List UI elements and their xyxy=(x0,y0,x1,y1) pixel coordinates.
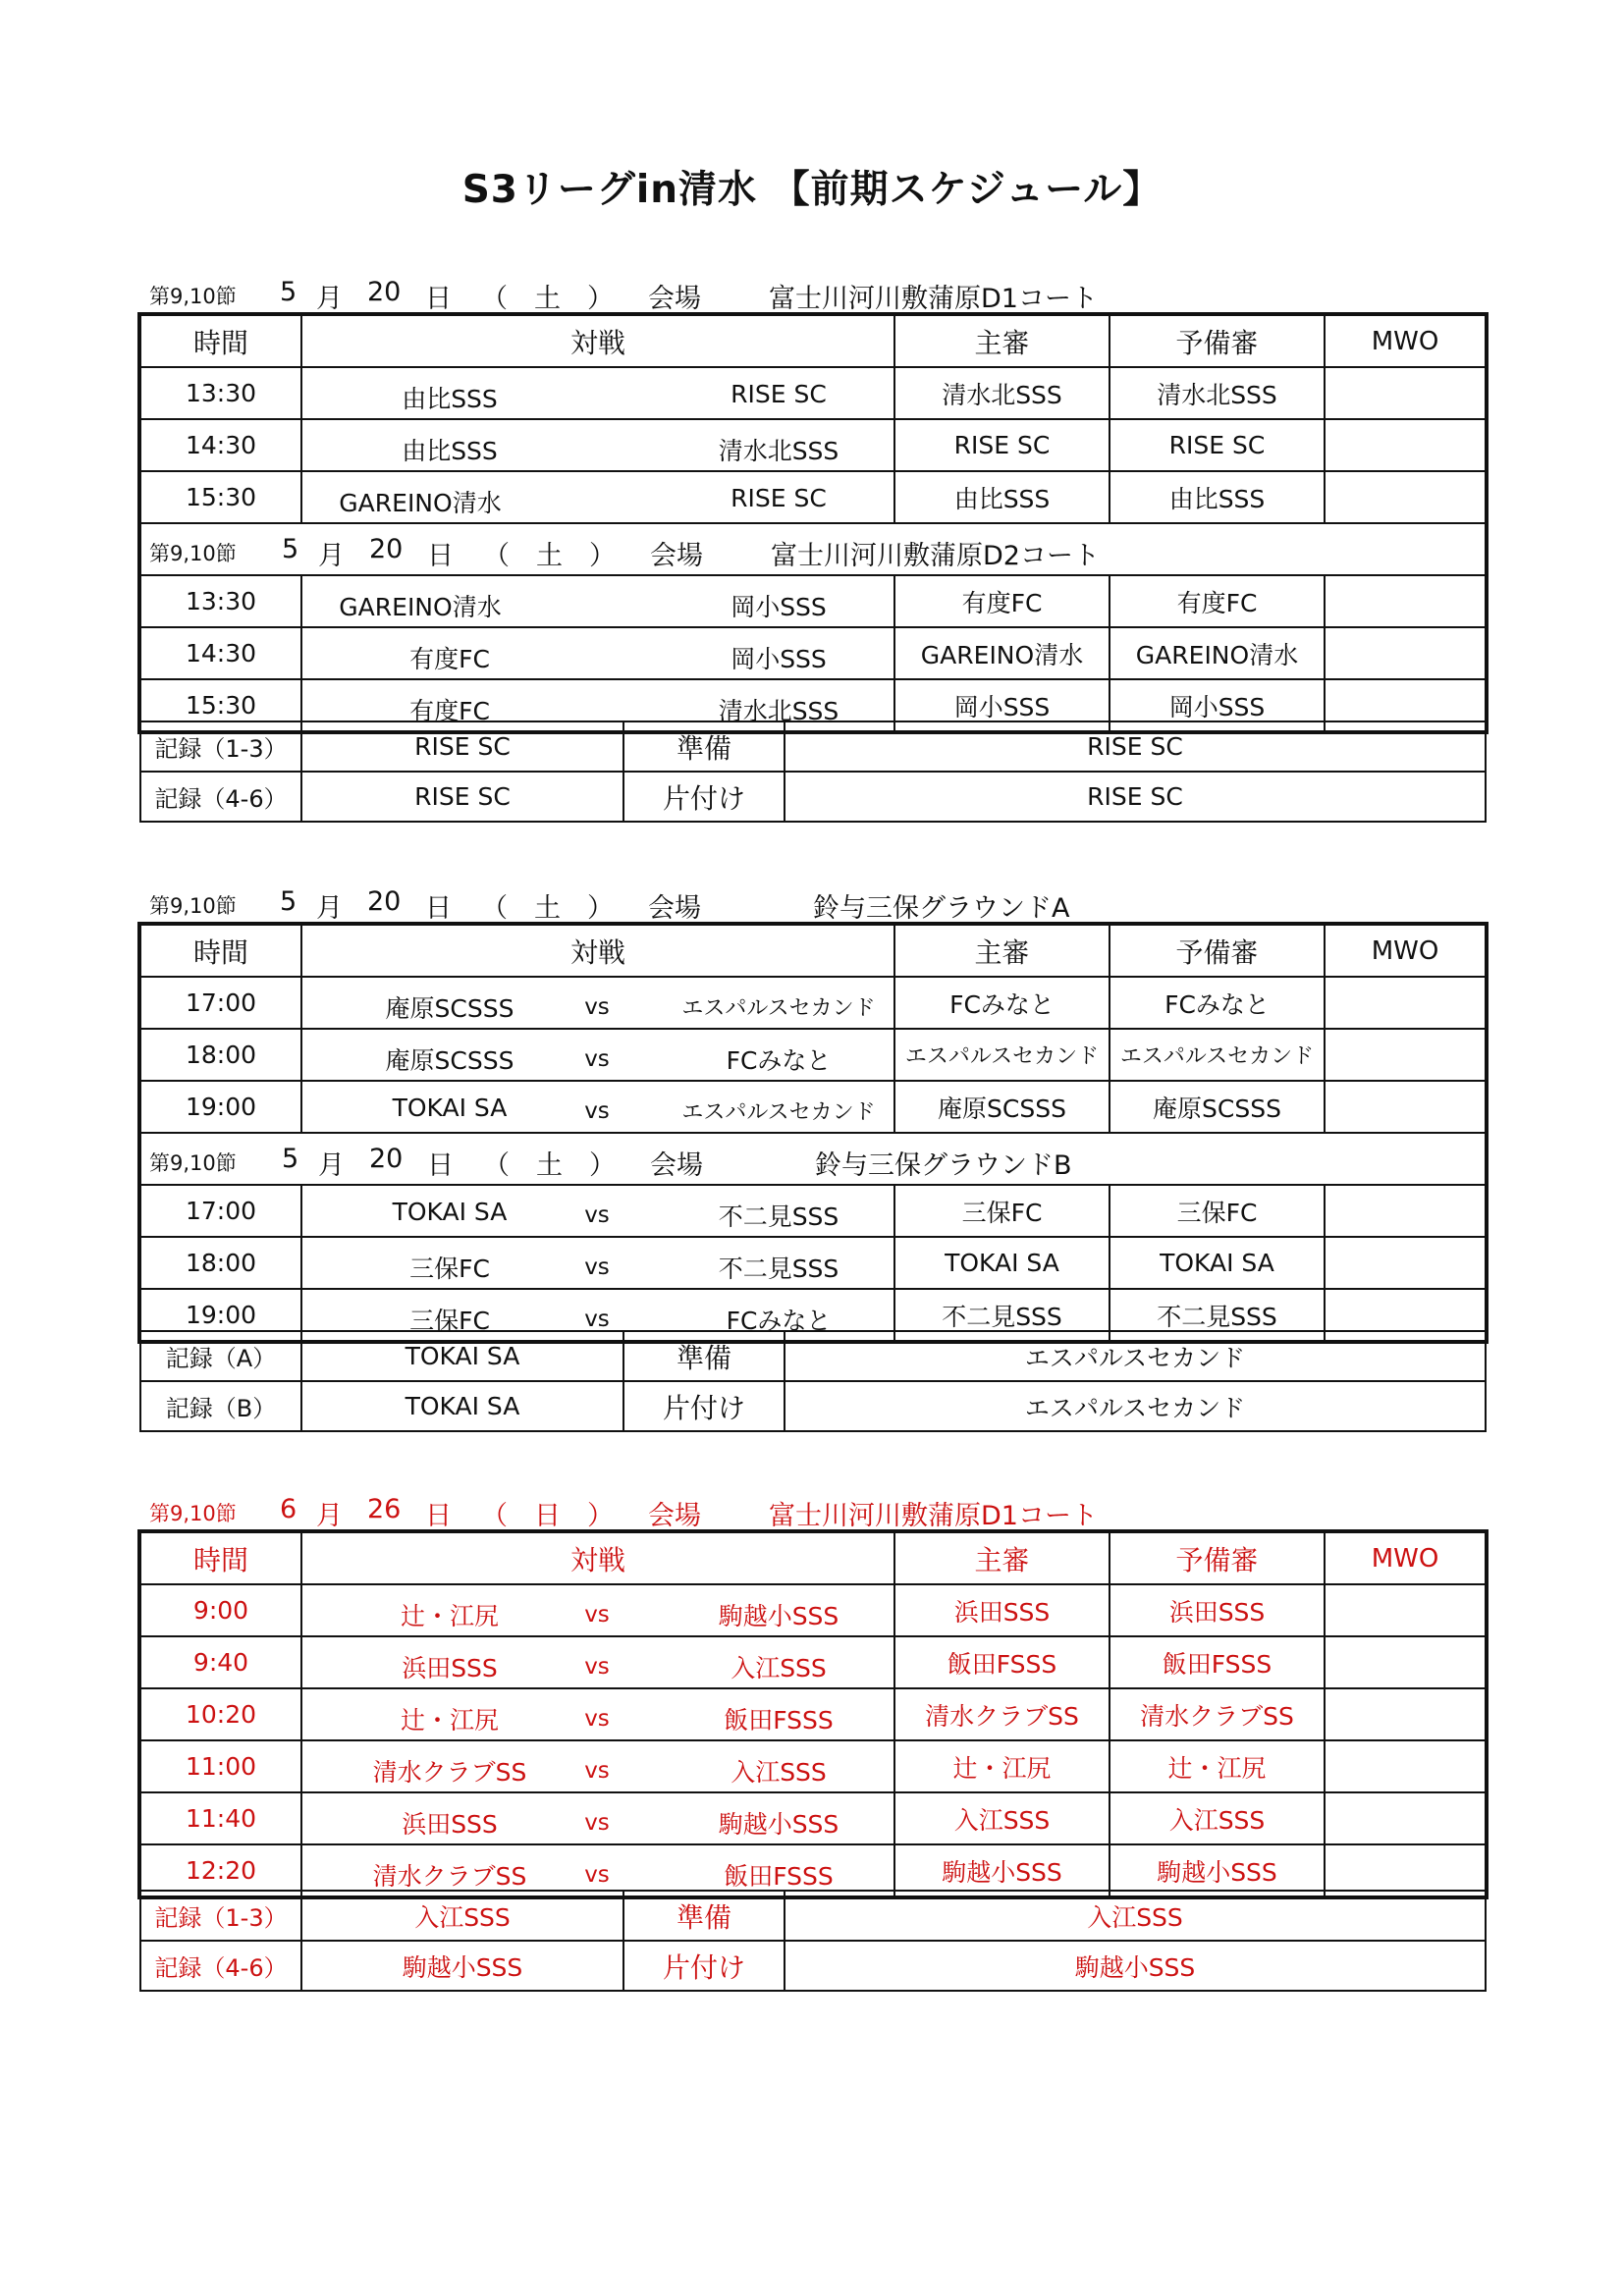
round-label: 第9,10節 xyxy=(149,285,237,308)
away-team: 不二見SSS xyxy=(718,1202,839,1231)
reserve-cell: 浜田SSS xyxy=(1110,1584,1325,1636)
day-word: 日 xyxy=(425,893,452,924)
home-team: 有度FC xyxy=(409,645,490,673)
record-row xyxy=(140,721,1486,772)
table-row xyxy=(140,1584,1486,1636)
away-team: 入江SSS xyxy=(731,1654,827,1682)
block3-header xyxy=(147,1488,1424,1531)
away-team: 駒越小SSS xyxy=(718,1810,839,1839)
time-cell: 11:00 xyxy=(140,1740,301,1792)
col-referee: 主審 xyxy=(894,925,1110,977)
prep-label: 準備 xyxy=(623,1331,785,1381)
table-row xyxy=(140,977,1486,1029)
record-table-1 xyxy=(139,721,1487,823)
vs-label: vs xyxy=(584,1810,610,1836)
table-row xyxy=(140,471,1486,523)
day-word: 日 xyxy=(425,284,452,314)
table-row xyxy=(140,419,1486,471)
weekday: （ 土 ） xyxy=(481,284,614,314)
table-row xyxy=(140,575,1486,627)
reserve-cell: 岡小SSS xyxy=(1110,679,1325,731)
home-team: 三保FC xyxy=(409,1307,490,1335)
record-label: 記録（A） xyxy=(140,1331,301,1381)
day-value: 20 xyxy=(367,277,402,307)
round-label: 第9,10節 xyxy=(149,1151,237,1175)
venue-name: 鈴与三保グラウンドA xyxy=(813,893,1070,924)
home-team: 庵原SCSSS xyxy=(385,994,514,1023)
record-team: 入江SSS xyxy=(301,1891,623,1941)
referee-cell: 由比SSS xyxy=(894,471,1110,523)
referee-cell: 飯田FSSS xyxy=(894,1636,1110,1688)
mwo-cell xyxy=(1325,1029,1486,1081)
vs-label: vs xyxy=(584,994,610,1020)
header-row xyxy=(140,1532,1486,1584)
reserve-cell: FCみなと xyxy=(1110,977,1325,1029)
mwo-cell xyxy=(1325,977,1486,1029)
venue-word: 会場 xyxy=(648,893,701,924)
away-team: 飯田FSSS xyxy=(724,1862,834,1891)
away-team: RISE SC xyxy=(731,484,827,512)
mwo-cell xyxy=(1325,1740,1486,1792)
match-cell xyxy=(301,1792,894,1844)
month-value: 6 xyxy=(280,1494,298,1524)
home-team: 由比SSS xyxy=(402,385,498,413)
home-team: 有度FC xyxy=(409,697,490,725)
venue-word: 会場 xyxy=(648,284,701,314)
col-referee: 主審 xyxy=(894,1532,1110,1584)
weekday: （ 土 ） xyxy=(481,893,614,924)
header-row xyxy=(140,315,1486,367)
reserve-cell: GAREINO清水 xyxy=(1110,627,1325,679)
away-team: エスパルスセカンド xyxy=(681,1100,876,1125)
prep-team: RISE SC xyxy=(785,721,1486,772)
weekday: （ 土 ） xyxy=(483,1150,616,1181)
record-label: 記録（1-3） xyxy=(140,721,301,772)
record-team: RISE SC xyxy=(301,721,623,772)
record-team: TOKAI SA xyxy=(301,1381,623,1431)
month-word: 月 xyxy=(316,284,343,314)
reserve-cell: 三保FC xyxy=(1110,1185,1325,1237)
referee-cell: 有度FC xyxy=(894,575,1110,627)
time-cell: 9:40 xyxy=(140,1636,301,1688)
referee-cell: 岡小SSS xyxy=(894,679,1110,731)
schedule-table-3 xyxy=(139,1531,1487,1897)
month-word: 月 xyxy=(316,1501,343,1531)
month-word: 月 xyxy=(318,1150,345,1181)
away-team: 清水北SSS xyxy=(718,437,839,465)
section-header-row xyxy=(140,523,1486,575)
reserve-cell: 由比SSS xyxy=(1110,471,1325,523)
record-row xyxy=(140,1891,1486,1941)
referee-cell: 入江SSS xyxy=(894,1792,1110,1844)
section-header-row xyxy=(140,1133,1486,1185)
time-cell: 17:00 xyxy=(140,977,301,1029)
referee-cell: 三保FC xyxy=(894,1185,1110,1237)
cleanup-team: エスパルスセカンド xyxy=(785,1381,1486,1431)
match-cell xyxy=(301,471,894,523)
day-value: 20 xyxy=(367,886,402,917)
home-team: 三保FC xyxy=(409,1255,490,1283)
referee-cell: 辻・江尻 xyxy=(894,1740,1110,1792)
reserve-cell: 清水クラブSS xyxy=(1110,1688,1325,1740)
table-row xyxy=(140,1792,1486,1844)
mwo-cell xyxy=(1325,1185,1486,1237)
mwo-cell xyxy=(1325,1584,1486,1636)
col-time: 時間 xyxy=(140,315,301,367)
vs-label: vs xyxy=(584,1654,610,1680)
away-team: 清水北SSS xyxy=(718,697,839,725)
prep-team: 入江SSS xyxy=(785,1891,1486,1941)
record-table-2 xyxy=(139,1330,1487,1432)
vs-label: vs xyxy=(584,1706,610,1732)
vs-label: vs xyxy=(584,1307,610,1332)
round-label: 第9,10節 xyxy=(149,542,237,565)
mwo-cell xyxy=(1325,1688,1486,1740)
section-header-cell xyxy=(140,1133,1486,1185)
away-team: FCみなと xyxy=(726,1307,832,1335)
header-row xyxy=(140,925,1486,977)
prep-label: 準備 xyxy=(623,1891,785,1941)
mwo-cell xyxy=(1325,1081,1486,1133)
reserve-cell: 辻・江尻 xyxy=(1110,1740,1325,1792)
mwo-cell xyxy=(1325,1636,1486,1688)
block2-header xyxy=(147,881,1424,924)
referee-cell: 清水北SSS xyxy=(894,367,1110,419)
table-row xyxy=(140,1688,1486,1740)
referee-cell: 駒越小SSS xyxy=(894,1844,1110,1896)
col-reserve: 予備審 xyxy=(1110,1532,1325,1584)
col-reserve: 予備審 xyxy=(1110,315,1325,367)
home-team: GAREINO清水 xyxy=(339,593,502,621)
referee-cell: 清水クラブSS xyxy=(894,1688,1110,1740)
record-row xyxy=(140,1331,1486,1381)
match-cell xyxy=(301,1740,894,1792)
vs-label: vs xyxy=(584,1602,610,1628)
home-team: 辻・江尻 xyxy=(400,1602,499,1630)
referee-cell: RISE SC xyxy=(894,419,1110,471)
month-value: 5 xyxy=(280,886,298,917)
referee-cell: 不二見SSS xyxy=(894,1289,1110,1341)
match-cell xyxy=(301,1029,894,1081)
col-mwo: MWO xyxy=(1325,315,1486,367)
col-reserve: 予備審 xyxy=(1110,925,1325,977)
record-label: 記録（B） xyxy=(140,1381,301,1431)
away-team: 飯田FSSS xyxy=(724,1706,834,1735)
record-label: 記録（1-3） xyxy=(140,1891,301,1941)
match-cell xyxy=(301,1688,894,1740)
time-cell: 11:40 xyxy=(140,1792,301,1844)
table-row xyxy=(140,1740,1486,1792)
col-mwo: MWO xyxy=(1325,925,1486,977)
col-match: 対戦 xyxy=(301,925,894,977)
record-team: RISE SC xyxy=(301,772,623,822)
venue-word: 会場 xyxy=(650,541,703,571)
reserve-cell: 清水北SSS xyxy=(1110,367,1325,419)
day-word: 日 xyxy=(425,1501,452,1531)
reserve-cell: エスパルスセカンド xyxy=(1110,1029,1325,1081)
home-team: GAREINO清水 xyxy=(339,489,502,517)
col-match: 対戦 xyxy=(301,1532,894,1584)
match-cell xyxy=(301,419,894,471)
record-table-3 xyxy=(139,1890,1487,1992)
record-row xyxy=(140,1381,1486,1431)
table-row xyxy=(140,1081,1486,1133)
reserve-cell: 駒越小SSS xyxy=(1110,1844,1325,1896)
record-label: 記録（4-6） xyxy=(140,1941,301,1991)
mwo-cell xyxy=(1325,627,1486,679)
venue-word: 会場 xyxy=(650,1150,703,1181)
round-label: 第9,10節 xyxy=(149,1502,237,1525)
vs-label: vs xyxy=(584,1046,610,1072)
time-cell: 12:20 xyxy=(140,1844,301,1896)
mwo-cell xyxy=(1325,1237,1486,1289)
weekday: （ 日 ） xyxy=(481,1501,614,1531)
time-cell: 13:30 xyxy=(140,367,301,419)
time-cell: 18:00 xyxy=(140,1237,301,1289)
cleanup-team: 駒越小SSS xyxy=(785,1941,1486,1991)
reserve-cell: 不二見SSS xyxy=(1110,1289,1325,1341)
away-team: 入江SSS xyxy=(731,1758,827,1787)
away-team: RISE SC xyxy=(731,380,827,408)
time-cell: 15:30 xyxy=(140,471,301,523)
schedule-table-1 xyxy=(139,314,1487,732)
referee-cell: 浜田SSS xyxy=(894,1584,1110,1636)
table-row xyxy=(140,627,1486,679)
cleanup-label: 片付け xyxy=(623,772,785,822)
block1-header xyxy=(147,271,1424,314)
match-cell xyxy=(301,1237,894,1289)
referee-cell: FCみなと xyxy=(894,977,1110,1029)
vs-label: vs xyxy=(584,1255,610,1280)
record-team: TOKAI SA xyxy=(301,1331,623,1381)
reserve-cell: TOKAI SA xyxy=(1110,1237,1325,1289)
day-value: 26 xyxy=(367,1494,402,1524)
home-team: 辻・江尻 xyxy=(400,1706,499,1735)
table-row xyxy=(140,367,1486,419)
month-value: 5 xyxy=(282,534,299,564)
match-cell xyxy=(301,1081,894,1133)
time-cell: 14:30 xyxy=(140,627,301,679)
time-cell: 13:30 xyxy=(140,575,301,627)
match-cell xyxy=(301,575,894,627)
reserve-cell: RISE SC xyxy=(1110,419,1325,471)
away-team: 不二見SSS xyxy=(718,1255,839,1283)
home-team: 浜田SSS xyxy=(402,1654,498,1682)
reserve-cell: 入江SSS xyxy=(1110,1792,1325,1844)
day-word: 日 xyxy=(427,1150,454,1181)
referee-cell: GAREINO清水 xyxy=(894,627,1110,679)
match-cell xyxy=(301,1584,894,1636)
mwo-cell xyxy=(1325,367,1486,419)
month-word: 月 xyxy=(316,893,343,924)
table-row xyxy=(140,1185,1486,1237)
cleanup-label: 片付け xyxy=(623,1381,785,1431)
day-value: 20 xyxy=(369,1144,404,1174)
record-row xyxy=(140,1941,1486,1991)
vs-label: vs xyxy=(584,1862,610,1888)
time-cell: 17:00 xyxy=(140,1185,301,1237)
away-team: エスパルスセカンド xyxy=(681,996,876,1021)
cleanup-team: RISE SC xyxy=(785,772,1486,822)
match-cell xyxy=(301,627,894,679)
table-row xyxy=(140,1029,1486,1081)
col-time: 時間 xyxy=(140,925,301,977)
venue-name: 富士川河川敷蒲原D2コート xyxy=(771,541,1100,571)
mwo-cell xyxy=(1325,575,1486,627)
venue-word: 会場 xyxy=(648,1501,701,1531)
record-label: 記録（4-6） xyxy=(140,772,301,822)
time-cell: 18:00 xyxy=(140,1029,301,1081)
match-cell xyxy=(301,977,894,1029)
mwo-cell xyxy=(1325,1792,1486,1844)
record-row xyxy=(140,772,1486,822)
mwo-cell xyxy=(1325,471,1486,523)
home-team: 浜田SSS xyxy=(402,1810,498,1839)
prep-label: 準備 xyxy=(623,721,785,772)
month-value: 5 xyxy=(280,277,298,307)
schedule-table-2 xyxy=(139,924,1487,1342)
table-row xyxy=(140,1636,1486,1688)
vs-label: vs xyxy=(584,1202,610,1228)
month-value: 5 xyxy=(282,1144,299,1174)
weekday: （ 土 ） xyxy=(483,541,616,571)
col-time: 時間 xyxy=(140,1532,301,1584)
home-team: TOKAI SA xyxy=(392,1198,508,1226)
home-team: 清水クラブSS xyxy=(372,1862,527,1891)
match-cell xyxy=(301,1636,894,1688)
col-mwo: MWO xyxy=(1325,1532,1486,1584)
day-word: 日 xyxy=(427,541,454,571)
table-row xyxy=(140,1237,1486,1289)
referee-cell: 庵原SCSSS xyxy=(894,1081,1110,1133)
away-team: 駒越小SSS xyxy=(718,1602,839,1630)
venue-name: 富士川河川敷蒲原D1コート xyxy=(769,1501,1098,1531)
vs-label: vs xyxy=(584,1758,610,1784)
col-match: 対戦 xyxy=(301,315,894,367)
time-cell: 14:30 xyxy=(140,419,301,471)
home-team: 清水クラブSS xyxy=(372,1758,527,1787)
reserve-cell: 庵原SCSSS xyxy=(1110,1081,1325,1133)
reserve-cell: 有度FC xyxy=(1110,575,1325,627)
month-word: 月 xyxy=(318,541,345,571)
home-team: TOKAI SA xyxy=(392,1094,508,1122)
time-cell: 15:30 xyxy=(140,679,301,731)
day-value: 20 xyxy=(369,534,404,564)
col-referee: 主審 xyxy=(894,315,1110,367)
time-cell: 19:00 xyxy=(140,1289,301,1341)
away-team: 岡小SSS xyxy=(731,645,827,673)
cleanup-label: 片付け xyxy=(623,1941,785,1991)
venue-name: 富士川河川敷蒲原D1コート xyxy=(769,284,1098,314)
vs-label: vs xyxy=(584,1098,610,1124)
referee-cell: TOKAI SA xyxy=(894,1237,1110,1289)
venue-name: 鈴与三保グラウンドB xyxy=(815,1150,1072,1181)
match-cell xyxy=(301,367,894,419)
time-cell: 19:00 xyxy=(140,1081,301,1133)
time-cell: 9:00 xyxy=(140,1584,301,1636)
time-cell: 10:20 xyxy=(140,1688,301,1740)
referee-cell: エスパルスセカンド xyxy=(894,1029,1110,1081)
away-team: FCみなと xyxy=(726,1046,832,1075)
section-header-cell xyxy=(140,523,1486,575)
away-team: 岡小SSS xyxy=(731,593,827,621)
prep-team: エスパルスセカンド xyxy=(785,1331,1486,1381)
match-cell xyxy=(301,1185,894,1237)
reserve-cell: 飯田FSSS xyxy=(1110,1636,1325,1688)
record-team: 駒越小SSS xyxy=(301,1941,623,1991)
page-title: S3リーグin清水 【前期スケジュール】 xyxy=(461,168,1163,212)
round-label: 第9,10節 xyxy=(149,894,237,918)
mwo-cell xyxy=(1325,419,1486,471)
home-team: 庵原SCSSS xyxy=(385,1046,514,1075)
home-team: 由比SSS xyxy=(402,437,498,465)
